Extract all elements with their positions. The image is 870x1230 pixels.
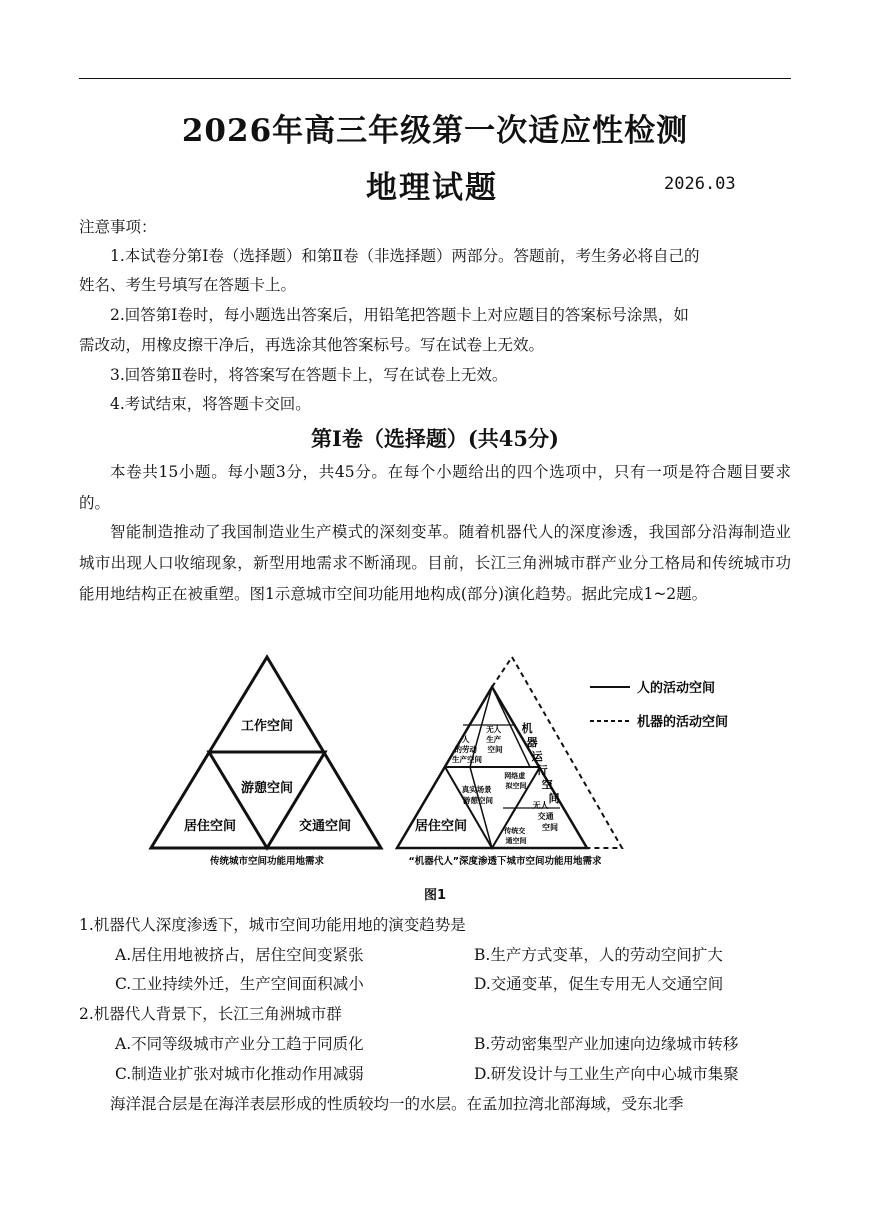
figure-label: 图1 [423, 888, 447, 903]
exam-title: 2026年高三年级第一次适应性检测 [181, 113, 689, 149]
question-1-option-c: C.工业持续外迁，生产空间面积减小 [115, 975, 364, 993]
unmanned-production-space-label: 无人 生产 空间 [486, 725, 503, 754]
passage-2-start: 海洋混合层是在海洋表层形成的性质较均一的水层。在孟加拉湾北部海域，受东北季 [110, 1095, 684, 1113]
notice-item-3: 3.回答第Ⅱ卷时，将答案写在答题卡上，写在试卷上无效。 [110, 366, 508, 384]
question-1-stem: 1.机器代人深度渗透下，城市空间功能用地的演变趋势是 [79, 916, 466, 934]
question-1-option-d: D.交通变革，促生专用无人交通空间 [474, 975, 724, 993]
traditional-caption: 传统城市空间功能用地需求 [209, 856, 325, 867]
question-1-option-b: B.生产方式变革，人的劳动空间扩大 [474, 946, 723, 964]
leisure-space-label: 游憩空间 [240, 781, 294, 796]
question-2-option-a: A.不同等级城市产业分工趋于同质化 [115, 1035, 364, 1053]
notice-item-1-line-2: 姓名、考生号填写在答题卡上。 [79, 276, 297, 294]
question-2-option-b: B.劳动密集型产业加速向边缘城市转移 [474, 1035, 739, 1053]
top-rule [79, 78, 791, 79]
legend-human-label: 人的活动空间 [637, 681, 716, 696]
network-virtual-space-label: 网络虚 拟空间 [504, 772, 527, 790]
human-labor-space-label: 人 的劳动 生产空间 [452, 735, 482, 764]
question-2-option-d: D.研发设计与工业生产向中心城市集聚 [474, 1065, 739, 1083]
exam-date: 2026.03 [664, 174, 736, 194]
figure-1 [145, 650, 765, 880]
notice-item-2-line-1: 2.回答第Ⅰ卷时，每小题选出答案后，用铅笔把答题卡上对应题目的答案标号涂黑，如 [110, 306, 689, 324]
traditional-traffic-space-label: 传统交 通空间 [504, 827, 527, 845]
notice-item-1-line-1: 1.本试卷分第Ⅰ卷（选择题）和第Ⅱ卷（非选择题）两部分。答题前，考生务必将自己的 [110, 247, 700, 265]
work-space-label: 工作空间 [240, 719, 294, 734]
robot-living-space-label: 居住空间 [414, 819, 468, 834]
legend-machine-label: 机器的活动空间 [637, 715, 729, 730]
question-1-option-a: A.居住用地被挤占，居住空间变紧张 [115, 946, 364, 964]
machine-operation-space-label: 机 器 运 行 空 间 [521, 722, 560, 805]
section-title: 第Ⅰ卷（选择题）(共45分) [311, 426, 559, 451]
robot-caption: “机器代人”深度渗透下城市空间功能用地需求 [408, 856, 602, 867]
notice-item-2-line-2: 需改动，用橡皮擦干净后，再选涂其他答案标号。写在试卷上无效。 [79, 336, 545, 354]
real-scene-leisure-label: 真实场景 游憩空间 [461, 785, 493, 805]
section-intro: 本卷共15小题。每小题3分，共45分。在每个小题给出的四个选项中，只有一项是符合题目要求的。 [79, 463, 791, 512]
notice-item-4: 4.考试结束，将答题卡交回。 [110, 395, 311, 413]
subject-title: 地理试题 [366, 170, 498, 206]
question-2-stem: 2.机器代人背景下，长江三角洲城市群 [79, 1005, 342, 1023]
question-2-option-c: C.制造业扩张对城市化推动作用减弱 [115, 1065, 364, 1083]
living-space-label: 居住空间 [183, 819, 237, 834]
unmanned-traffic-space-label: 无人 交通 空间 [532, 801, 558, 832]
passage-1: 智能制造推动了我国制造业生产模式的深刻变革。随着机器代人的深度渗透，我国部分沿海制造业城市出现人口收缩现象，新型用地需求不断涌现。目前，长江三角洲城市群产业分工格局和传统城市功能用地结构正在被重塑。图1示意城市空间功能用地构成(部分)演化趋势。据此完成1~2题。 [79, 523, 791, 603]
notice-heading: 注意事项： [79, 218, 157, 236]
traffic-space-label: 交通空间 [298, 819, 352, 834]
legend [590, 680, 728, 730]
